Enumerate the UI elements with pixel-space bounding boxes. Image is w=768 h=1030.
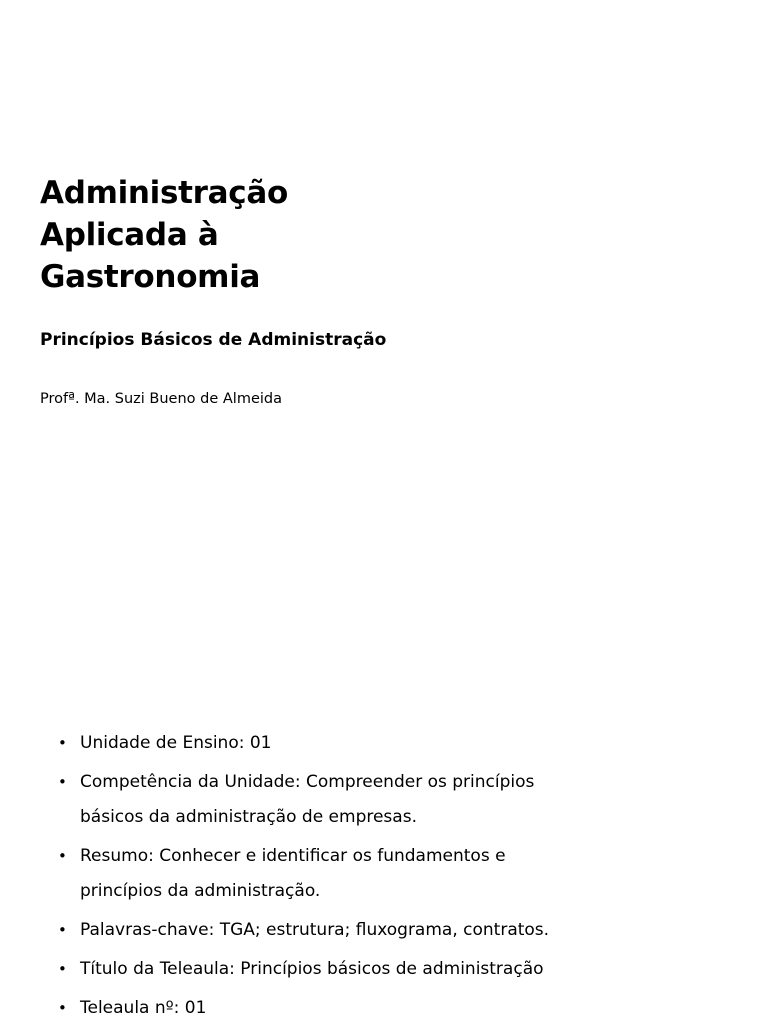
info-item-unit: • Unidade de Ensino: 01 <box>80 726 580 761</box>
document-subtitle: Princípios Básicos de Administração <box>40 330 387 350</box>
course-info-list <box>80 726 580 1030</box>
title-line-2: Aplicada à <box>40 217 219 253</box>
title-line-3: Gastronomia <box>40 259 261 295</box>
title-line-1: Administração <box>40 175 288 211</box>
info-item-competence: • Competência da Unidade: Compreender os princípios básicos da administração de empresas. <box>80 765 580 835</box>
document-title <box>40 172 460 298</box>
info-item-lesson-title: • Título da Teleaula: Princípios básicos de administração <box>80 952 580 987</box>
info-item-keywords: • Palavras-chave: TGA; estrutura; fluxograma, contratos. <box>80 913 580 948</box>
info-item-lesson-number: • Teleaula nº: 01 <box>80 991 580 1026</box>
author-name: Profª. Ma. Suzi Bueno de Almeida <box>40 391 282 407</box>
info-item-summary: • Resumo: Conhecer e identificar os fundamentos e princípios da administração. <box>80 839 580 909</box>
